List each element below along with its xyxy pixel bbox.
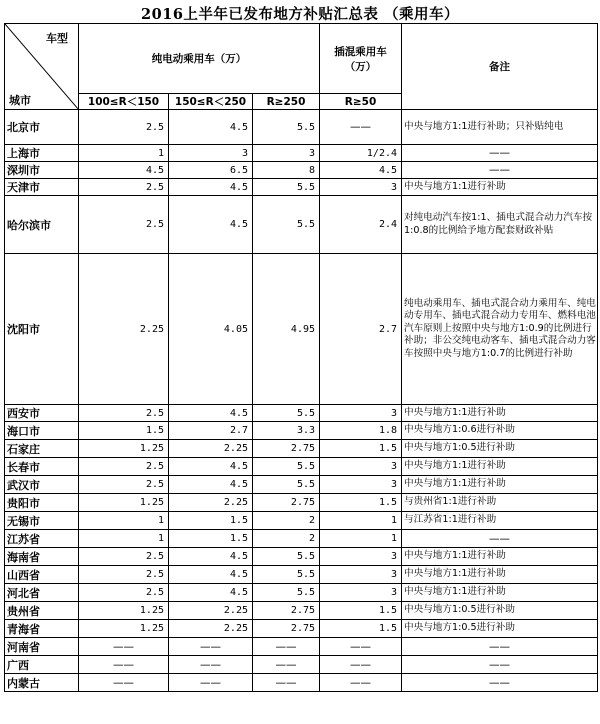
value-cell: 2.5 — [79, 584, 169, 602]
value-cell: —— — [169, 656, 253, 674]
note-cell: 中央与地方1:1进行补助 — [402, 476, 598, 494]
value-cell: 2.5 — [79, 110, 169, 145]
city-cell: 青海省 — [5, 620, 79, 638]
table-row — [5, 566, 598, 584]
value-cell: 1.25 — [79, 494, 169, 512]
note-header: 备注 — [402, 24, 598, 110]
value-cell: 1.5 — [320, 602, 402, 620]
note-cell: 中央与地方1:1进行补助 — [402, 548, 598, 566]
value-cell: 2.75 — [253, 602, 320, 620]
note-cell: —— — [402, 638, 598, 656]
city-cell: 深圳市 — [5, 162, 79, 179]
table-title: 2016上半年已发布地方补贴汇总表 （乘用车） — [141, 6, 459, 23]
table-row — [5, 145, 598, 162]
value-cell: 1.25 — [79, 440, 169, 458]
note-cell: 中央与地方1:1进行补助 — [402, 405, 598, 422]
value-cell: 2.75 — [253, 494, 320, 512]
city-cell: 贵州省 — [5, 602, 79, 620]
note-cell: 中央与地方1:0.5进行补助 — [402, 440, 598, 458]
table-row — [5, 422, 598, 440]
note-cell: —— — [402, 162, 598, 179]
city-cell: 沈阳市 — [5, 254, 79, 405]
value-cell: 5.5 — [253, 476, 320, 494]
value-cell: 2.75 — [253, 620, 320, 638]
value-cell: 1.25 — [79, 602, 169, 620]
header-row — [5, 24, 598, 94]
value-cell: 2.25 — [169, 494, 253, 512]
table-row — [5, 530, 598, 548]
vehicle-type-label: 车型 — [46, 32, 68, 45]
value-cell: 4.5 — [169, 548, 253, 566]
value-cell: 1.8 — [320, 422, 402, 440]
value-cell: —— — [253, 656, 320, 674]
table-row — [5, 405, 598, 422]
value-cell: 4.5 — [169, 179, 253, 196]
note-cell: 对纯电动汽车按1:1、插电式混合动力汽车按1:0.8的比例给予地方配套财政补贴 — [402, 196, 598, 254]
value-cell: 3 — [320, 566, 402, 584]
value-cell: 3.3 — [253, 422, 320, 440]
value-cell: 2 — [253, 530, 320, 548]
city-cell: 江苏省 — [5, 530, 79, 548]
value-cell: 1 — [79, 145, 169, 162]
city-cell: 长春市 — [5, 458, 79, 476]
value-cell: 2.25 — [169, 620, 253, 638]
table-body — [5, 110, 598, 692]
city-cell: 西安市 — [5, 405, 79, 422]
note-cell: 与江苏省1:1进行补助 — [402, 512, 598, 530]
value-cell: —— — [320, 110, 402, 145]
value-cell: —— — [320, 638, 402, 656]
value-cell: 5.5 — [253, 566, 320, 584]
value-cell: 1 — [79, 530, 169, 548]
table-row — [5, 440, 598, 458]
note-cell: 中央与地方1:1进行补助 — [402, 458, 598, 476]
table-row — [5, 494, 598, 512]
value-cell: 3 — [320, 179, 402, 196]
note-cell: 中央与地方1:0.6进行补助 — [402, 422, 598, 440]
value-cell: 2.5 — [79, 405, 169, 422]
value-cell: 5.5 — [253, 548, 320, 566]
table-row — [5, 476, 598, 494]
city-cell: 内蒙古 — [5, 674, 79, 692]
city-cell: 无锡市 — [5, 512, 79, 530]
value-cell: 4.5 — [320, 162, 402, 179]
table-row — [5, 602, 598, 620]
value-cell: —— — [320, 656, 402, 674]
subsidy-table — [4, 23, 598, 692]
value-cell: —— — [169, 674, 253, 692]
value-cell: 4.5 — [169, 458, 253, 476]
value-cell: 1.5 — [320, 440, 402, 458]
value-cell: —— — [253, 638, 320, 656]
range-3-header: R≥250 — [253, 94, 320, 110]
value-cell: 1.5 — [169, 530, 253, 548]
value-cell: 8 — [253, 162, 320, 179]
city-cell: 北京市 — [5, 110, 79, 145]
city-cell: 贵阳市 — [5, 494, 79, 512]
table-row — [5, 512, 598, 530]
city-cell: 河南省 — [5, 638, 79, 656]
table-row — [5, 656, 598, 674]
value-cell: 2.7 — [320, 254, 402, 405]
value-cell: 1.5 — [320, 494, 402, 512]
value-cell: 5.5 — [253, 110, 320, 145]
value-cell: —— — [253, 674, 320, 692]
corner-header — [5, 24, 79, 110]
value-cell: 4.5 — [169, 196, 253, 254]
city-cell: 河北省 — [5, 584, 79, 602]
value-cell: 1 — [79, 512, 169, 530]
value-cell: —— — [169, 638, 253, 656]
value-cell: 1.25 — [79, 620, 169, 638]
value-cell: 4.5 — [169, 584, 253, 602]
value-cell: 6.5 — [169, 162, 253, 179]
value-cell: 2.25 — [169, 440, 253, 458]
city-label: 城市 — [9, 94, 31, 107]
table-row — [5, 179, 598, 196]
value-cell: 1 — [320, 530, 402, 548]
value-cell: 3 — [320, 548, 402, 566]
range-4-header: R≥50 — [320, 94, 402, 110]
value-cell: —— — [79, 638, 169, 656]
value-cell: 1.5 — [169, 512, 253, 530]
note-cell: 中央与地方1:1进行补助 — [402, 566, 598, 584]
table-row — [5, 458, 598, 476]
value-cell: —— — [79, 674, 169, 692]
value-cell: 2.4 — [320, 196, 402, 254]
table-row — [5, 584, 598, 602]
city-cell: 海口市 — [5, 422, 79, 440]
value-cell: 2.25 — [79, 254, 169, 405]
value-cell: 1 — [320, 512, 402, 530]
value-cell: 3 — [320, 405, 402, 422]
city-cell: 山西省 — [5, 566, 79, 584]
note-cell: 中央与地方1:1进行补助 — [402, 584, 598, 602]
value-cell: 1/2.4 — [320, 145, 402, 162]
note-cell: 中央与地方1:1进行补助；只补贴纯电 — [402, 110, 598, 145]
value-cell: 3 — [320, 458, 402, 476]
value-cell: 3 — [320, 476, 402, 494]
value-cell: 3 — [253, 145, 320, 162]
value-cell: 4.5 — [169, 110, 253, 145]
bev-header: 纯电动乘用车（万） — [79, 24, 320, 94]
value-cell: 2.75 — [253, 440, 320, 458]
value-cell: 2.5 — [79, 179, 169, 196]
value-cell: 1.5 — [320, 620, 402, 638]
value-cell: 4.05 — [169, 254, 253, 405]
city-cell: 石家庄 — [5, 440, 79, 458]
note-cell: —— — [402, 656, 598, 674]
value-cell: 5.5 — [253, 458, 320, 476]
value-cell: —— — [79, 656, 169, 674]
value-cell: 1.5 — [79, 422, 169, 440]
value-cell: 2.7 — [169, 422, 253, 440]
city-cell: 广西 — [5, 656, 79, 674]
value-cell: 2.5 — [79, 566, 169, 584]
city-cell: 天津市 — [5, 179, 79, 196]
value-cell: 4.5 — [169, 476, 253, 494]
value-cell: 5.5 — [253, 179, 320, 196]
table-row — [5, 638, 598, 656]
table-row — [5, 254, 598, 405]
table-row — [5, 548, 598, 566]
note-cell: 中央与地方1:1进行补助 — [402, 179, 598, 196]
value-cell: 5.5 — [253, 584, 320, 602]
value-cell: 4.95 — [253, 254, 320, 405]
value-cell: 3 — [169, 145, 253, 162]
value-cell: 5.5 — [253, 405, 320, 422]
note-cell: —— — [402, 530, 598, 548]
phev-header: 插混乘用车（万） — [320, 24, 402, 94]
note-cell: 中央与地方1:0.5进行补助 — [402, 602, 598, 620]
value-cell: 2.5 — [79, 196, 169, 254]
value-cell: —— — [320, 674, 402, 692]
range-2-header: 150≤R＜250 — [169, 94, 253, 110]
city-cell: 上海市 — [5, 145, 79, 162]
table-row — [5, 162, 598, 179]
city-cell: 哈尔滨市 — [5, 196, 79, 254]
range-1-header: 100≤R＜150 — [79, 94, 169, 110]
city-cell: 海南省 — [5, 548, 79, 566]
value-cell: 3 — [320, 584, 402, 602]
value-cell: 2.5 — [79, 476, 169, 494]
table-row — [5, 110, 598, 145]
value-cell: 4.5 — [79, 162, 169, 179]
table-row — [5, 620, 598, 638]
note-cell: —— — [402, 674, 598, 692]
table-row — [5, 674, 598, 692]
value-cell: 4.5 — [169, 566, 253, 584]
value-cell: 2.5 — [79, 458, 169, 476]
note-cell: 纯电动乘用车、插电式混合动力乘用车、纯电动专用车、插电式混合动力专用车、燃料电池汽车原则上按照中央与地方1:0.9的比例进行补助；非公交纯电动客车、插电式混合动力客车按照中央与地方1:0.7的比例进行补助 — [402, 254, 598, 405]
value-cell: 2.5 — [79, 548, 169, 566]
note-cell: 中央与地方1:0.5进行补助 — [402, 620, 598, 638]
table-row — [5, 196, 598, 254]
value-cell: 2.25 — [169, 602, 253, 620]
value-cell: 4.5 — [169, 405, 253, 422]
city-cell: 武汉市 — [5, 476, 79, 494]
note-cell: 与贵州省1:1进行补助 — [402, 494, 598, 512]
note-cell: —— — [402, 145, 598, 162]
value-cell: 5.5 — [253, 196, 320, 254]
value-cell: 2 — [253, 512, 320, 530]
